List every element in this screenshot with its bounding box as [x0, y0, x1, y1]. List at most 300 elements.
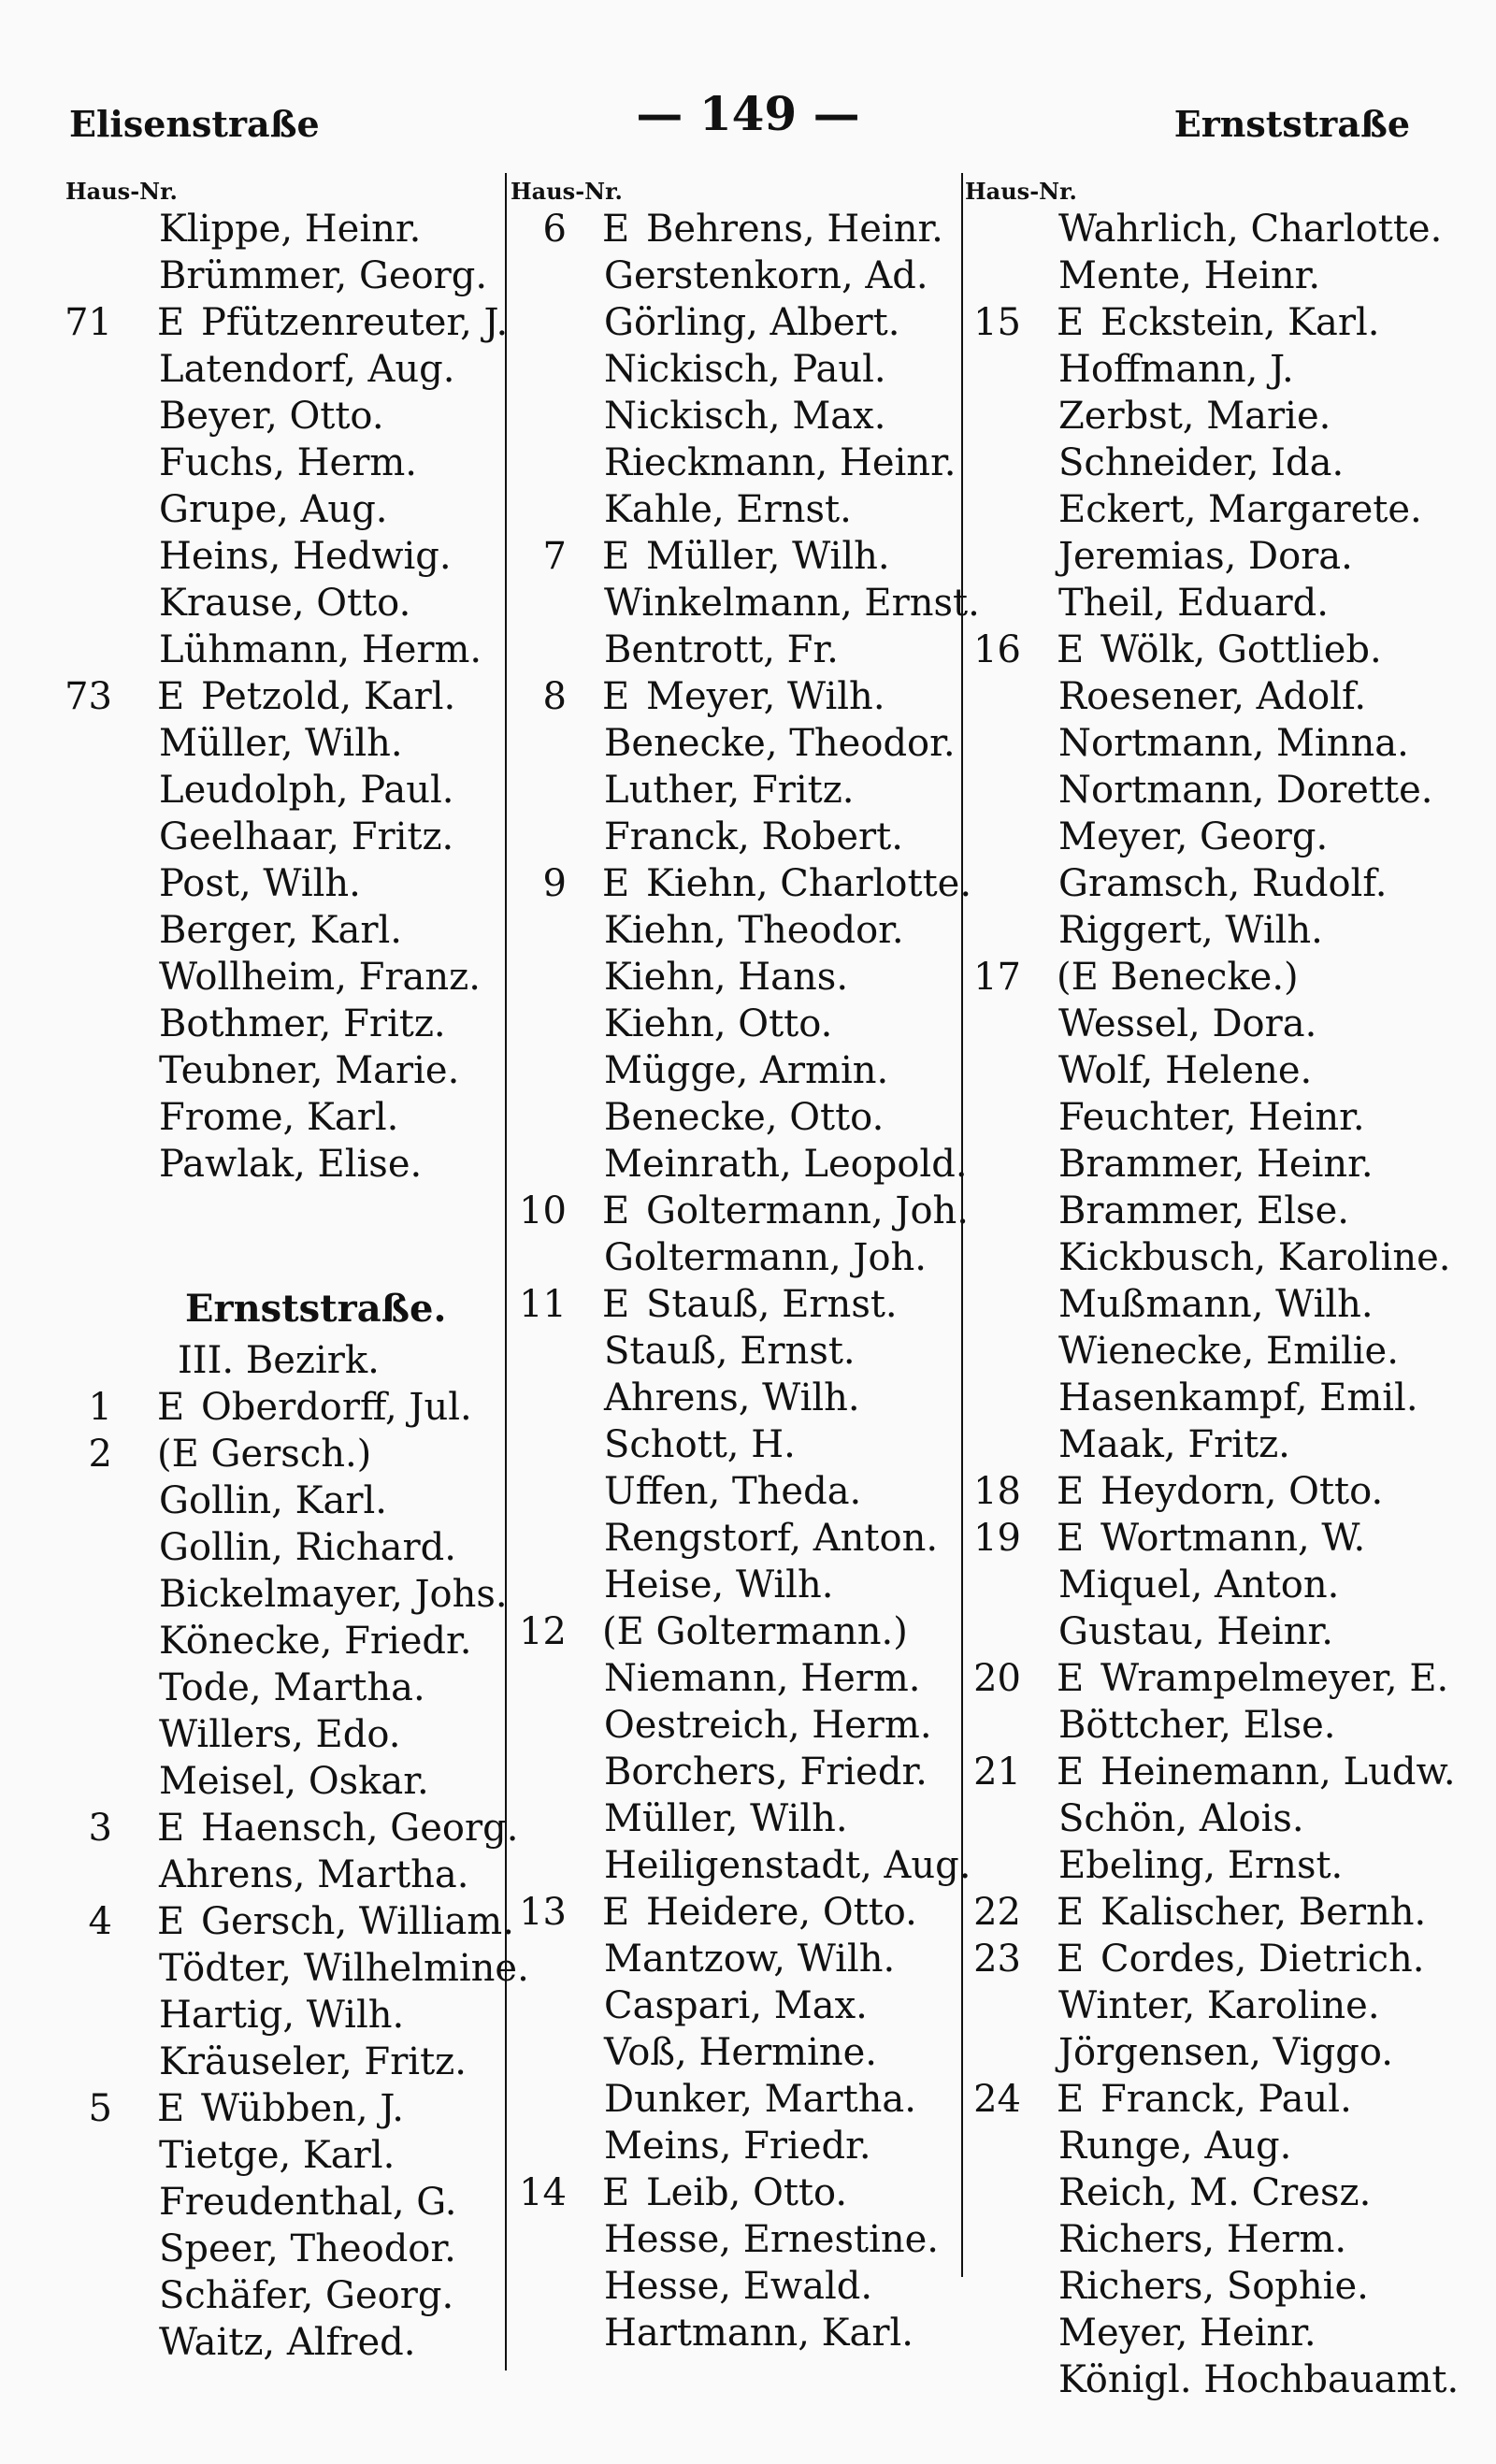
owner-mark: E: [157, 301, 185, 344]
house-number: 17: [973, 956, 1021, 999]
resident-name: Benecke, Otto.: [604, 1096, 885, 1139]
resident-name: Miquel, Anton.: [1058, 1563, 1340, 1607]
owner-mark: E: [1057, 1470, 1085, 1513]
resident-name: Stauß, Ernst.: [646, 1283, 898, 1326]
resident-name: Nortmann, Dorette.: [1058, 769, 1433, 812]
house-number: 6: [542, 208, 567, 251]
resident-name: Schneider, Ida.: [1058, 441, 1345, 484]
directory-entry: [65, 673, 505, 720]
directory-entry: [511, 299, 959, 346]
directory-entry: [965, 486, 1451, 533]
resident-name: Jeremias, Dora.: [1058, 535, 1353, 578]
resident-name: Oestreich, Herm.: [604, 1704, 932, 1747]
resident-name: Klippe, Heinr.: [159, 208, 422, 251]
directory-entry: [965, 954, 1451, 1001]
resident-name: Zerbst, Marie.: [1058, 395, 1331, 438]
house-number: 10: [519, 1189, 567, 1232]
directory-entry: [965, 1328, 1451, 1375]
directory-entry: [65, 1141, 505, 1188]
directory-entry: [65, 393, 505, 439]
house-number: 12: [519, 1610, 567, 1653]
resident-name: Stauß, Ernst.: [604, 1330, 856, 1373]
house-number: 9: [542, 862, 567, 905]
directory-entry: [65, 346, 505, 393]
resident-name: Hartig, Wilh.: [159, 1994, 405, 2037]
resident-name: Fuchs, Herm.: [159, 441, 417, 484]
resident-name: Müller, Wilh.: [159, 722, 403, 765]
resident-name: Luther, Fritz.: [604, 769, 855, 812]
house-number: 20: [973, 1657, 1021, 1700]
directory-entry: [65, 206, 505, 252]
resident-name: Schön, Alois.: [1058, 1797, 1304, 1840]
resident-name: Schott, H.: [604, 1423, 796, 1466]
resident-name: Rieckmann, Heinr.: [604, 441, 957, 484]
directory-entry: [965, 439, 1451, 486]
resident-name: Richers, Herm.: [1058, 2218, 1347, 2261]
running-head-right: Ernststraße: [1173, 103, 1410, 145]
directory-entry: [65, 954, 505, 1001]
resident-name: Ahrens, Wilh.: [604, 1376, 860, 1419]
directory-entry: [65, 1758, 505, 1805]
resident-name: Caspari, Max.: [604, 1984, 868, 2027]
directory-entry: [965, 2123, 1451, 2169]
resident-name: Müller, Wilh.: [604, 1797, 848, 1840]
directory-entry: [511, 2169, 959, 2216]
running-head-left: Elisenstraße: [69, 103, 320, 145]
directory-entry: [511, 1795, 959, 1842]
resident-name: Brümmer, Georg.: [159, 254, 488, 297]
resident-name: Teubner, Marie.: [159, 1049, 460, 1092]
resident-name: Heins, Hedwig.: [159, 535, 452, 578]
resident-name: Benecke, Theodor.: [604, 722, 956, 765]
directory-entry: [965, 1982, 1451, 2029]
directory-entry: [511, 2263, 959, 2310]
resident-name: Wrampelmeyer, E.: [1100, 1657, 1449, 1700]
resident-name: Mantzow, Wilh.: [604, 1938, 896, 1981]
directory-entry: [511, 1001, 959, 1047]
directory-entry: [511, 954, 959, 1001]
resident-name: Kiehn, Charlotte.: [646, 862, 972, 905]
resident-name: (E Benecke.): [1057, 956, 1299, 999]
resident-name: Brammer, Else.: [1058, 1189, 1349, 1232]
resident-name: Krause, Otto.: [159, 582, 411, 625]
directory-entry: [65, 2226, 505, 2272]
directory-entry: [965, 1375, 1451, 1421]
owner-mark: E: [157, 1807, 185, 1850]
resident-name: Wahrlich, Charlotte.: [1058, 208, 1443, 251]
directory-entry: [965, 1749, 1456, 1795]
directory-entry: [965, 533, 1451, 580]
directory-entry: [65, 1664, 505, 1711]
directory-entry: [511, 860, 972, 907]
resident-name: Richers, Sophie.: [1058, 2265, 1369, 2308]
directory-entry: [965, 1842, 1451, 1889]
resident-name: Beyer, Otto.: [159, 395, 384, 438]
directory-entry: [65, 299, 509, 346]
resident-name: Meins, Friedr.: [604, 2125, 871, 2168]
directory-entry: [65, 767, 505, 814]
resident-name: Nickisch, Max.: [604, 395, 886, 438]
directory-entry: [511, 1047, 959, 1094]
directory-entry: [965, 1234, 1451, 1281]
column-3: [965, 178, 1460, 2403]
house-number-heading: Haus-Nr.: [965, 178, 1077, 205]
house-number: 73: [65, 675, 112, 718]
column-2: [511, 178, 980, 2356]
directory-entry: [965, 252, 1451, 299]
directory-entry: [65, 1852, 505, 1898]
owner-mark: E: [1057, 2078, 1085, 2121]
directory-entry: [965, 2169, 1451, 2216]
house-number: 3: [88, 1807, 112, 1850]
owner-mark: E: [157, 1900, 185, 1943]
resident-name: Gramsch, Rudolf.: [1058, 862, 1388, 905]
house-number: 21: [973, 1751, 1021, 1794]
resident-name: Meisel, Oskar.: [159, 1760, 429, 1803]
resident-name: Meinrath, Leopold.: [604, 1143, 968, 1186]
directory-entry: [65, 860, 505, 907]
house-number: 8: [542, 675, 567, 718]
resident-name: Frome, Karl.: [159, 1096, 399, 1139]
house-number-heading: Haus-Nr.: [65, 178, 178, 205]
resident-name: Tietge, Karl.: [159, 2134, 396, 2177]
resident-name: Gustau, Heinr.: [1058, 1610, 1333, 1653]
house-number: 5: [88, 2087, 112, 2130]
house-number: 7: [542, 535, 567, 578]
directory-entry: [511, 627, 959, 673]
directory-entry: [65, 2179, 505, 2226]
house-number: 71: [65, 301, 112, 344]
resident-name: Wölk, Gottlieb.: [1100, 628, 1382, 671]
owner-mark: E: [602, 862, 630, 905]
owner-mark: E: [602, 1283, 630, 1326]
resident-name: Hesse, Ernestine.: [604, 2218, 940, 2261]
directory-entry: [65, 2039, 505, 2085]
directory-entry: [511, 2123, 959, 2169]
directory-entry: [965, 299, 1451, 346]
resident-name: Tödter, Wilhelmine.: [159, 1947, 529, 1990]
resident-name: Petzold, Karl.: [201, 675, 456, 718]
directory-entry: [65, 907, 505, 954]
directory-entry: [965, 2076, 1451, 2123]
house-number: 19: [973, 1517, 1021, 1560]
directory-entry: [511, 1421, 959, 1468]
directory-entry: [965, 1562, 1451, 1608]
directory-entry: [511, 814, 959, 860]
resident-name: Gerstenkorn, Ad.: [604, 254, 928, 297]
resident-name: Kahle, Ernst.: [604, 488, 852, 531]
resident-name: Eckstein, Karl.: [1100, 301, 1380, 344]
directory-entry: [65, 1898, 514, 1945]
directory-entry: [965, 720, 1451, 767]
resident-name: Goltermann, Joh.: [604, 1236, 928, 1279]
resident-name: Kiehn, Otto.: [604, 1002, 833, 1045]
directory-entry: [965, 1515, 1451, 1562]
resident-name: Franck, Robert.: [604, 815, 903, 858]
resident-name: Meyer, Wilh.: [646, 675, 885, 718]
directory-entry: [65, 2319, 505, 2366]
resident-name: Ebeling, Ernst.: [1058, 1844, 1344, 1887]
resident-name: Nickisch, Paul.: [604, 348, 886, 391]
resident-name: Kickbusch, Karoline.: [1058, 1236, 1451, 1279]
resident-name: Uffen, Theda.: [604, 1470, 862, 1513]
resident-name: Theil, Eduard.: [1058, 582, 1329, 625]
resident-name: Heinemann, Ludw.: [1100, 1751, 1456, 1794]
house-number: 18: [973, 1470, 1021, 1513]
directory-entry: [65, 814, 505, 860]
house-number: 14: [519, 2171, 567, 2214]
resident-name: Wienecke, Emilie.: [1058, 1330, 1399, 1373]
resident-name: Voß, Hermine.: [604, 2031, 877, 2074]
directory-entry: [511, 580, 980, 627]
directory-entry: [965, 2216, 1451, 2263]
house-number-heading: Haus-Nr.: [511, 178, 623, 205]
resident-name: Franck, Paul.: [1100, 2078, 1352, 2121]
resident-name: Könecke, Friedr.: [159, 1620, 472, 1663]
directory-entry: [65, 2085, 505, 2132]
resident-name: Hesse, Ewald.: [604, 2265, 873, 2308]
column-1: [65, 178, 529, 2366]
resident-name: Görling, Albert.: [604, 301, 900, 344]
directory-entry: [511, 767, 959, 814]
resident-name: Pawlak, Elise.: [159, 1143, 423, 1186]
directory-entry: [511, 2310, 959, 2356]
owner-mark: E: [1057, 1657, 1085, 1700]
directory-entry: [965, 580, 1451, 627]
resident-name: Heiligenstadt, Aug.: [604, 1844, 971, 1887]
resident-name: Wessel, Dora.: [1058, 1002, 1317, 1045]
directory-entry: [511, 1889, 959, 1936]
resident-name: Hasenkampf, Emil.: [1058, 1376, 1418, 1419]
directory-entry: [511, 1468, 959, 1515]
page-header: [0, 0, 1496, 187]
resident-name: Nortmann, Minna.: [1058, 722, 1409, 765]
owner-mark: E: [602, 535, 630, 578]
resident-name: Heidere, Otto.: [646, 1891, 917, 1934]
directory-entry: [965, 2310, 1451, 2356]
resident-name: Mußmann, Wilh.: [1058, 1283, 1374, 1326]
directory-entry: [965, 1047, 1451, 1094]
resident-name: Speer, Theodor.: [159, 2227, 456, 2270]
directory-entry: [965, 1468, 1451, 1515]
resident-name: Königl. Hochbauamt.: [1058, 2358, 1460, 2401]
resident-name: Tode, Martha.: [159, 1666, 425, 1709]
directory-entry: [965, 1936, 1451, 1982]
page-number: — 149 —: [636, 86, 860, 141]
resident-name: Winkelmann, Ernst.: [604, 582, 980, 625]
resident-name: Meyer, Georg.: [1058, 815, 1329, 858]
directory-entry: [965, 1655, 1451, 1702]
resident-name: Mente, Heinr.: [1058, 254, 1321, 297]
resident-name: Heydorn, Otto.: [1100, 1470, 1384, 1513]
directory-entry: [65, 1992, 505, 2039]
house-number: 11: [519, 1283, 567, 1326]
directory-entry: [511, 1982, 959, 2029]
resident-name: Wortmann, W.: [1100, 1517, 1366, 1560]
directory-entry: [65, 1477, 505, 1524]
directory-entry: [511, 1375, 959, 1421]
directory-entry: [65, 1711, 505, 1758]
resident-name: Cordes, Dietrich.: [1100, 1938, 1425, 1981]
directory-entry: [65, 1805, 519, 1852]
resident-name: Geelhaar, Fritz.: [159, 815, 454, 858]
resident-name: Willers, Edo.: [159, 1713, 401, 1756]
resident-name: Gersch, William.: [201, 1900, 514, 1943]
resident-name: Gollin, Karl.: [159, 1479, 387, 1522]
directory-entry: [65, 1945, 529, 1992]
directory-entry: [65, 1001, 505, 1047]
directory-entry: [965, 2356, 1460, 2403]
resident-name: Post, Wilh.: [159, 862, 361, 905]
resident-name: Gollin, Richard.: [159, 1526, 456, 1569]
resident-name: Berger, Karl.: [159, 909, 402, 952]
directory-entry: [65, 533, 505, 580]
resident-name: Haensch, Georg.: [201, 1807, 519, 1850]
directory-entry: [511, 1188, 970, 1234]
house-number: 1: [88, 1386, 112, 1429]
directory-entry: [965, 206, 1451, 252]
resident-name: Schäfer, Georg.: [159, 2274, 454, 2317]
house-number: 23: [973, 1938, 1021, 1981]
directory-entry: [511, 1608, 959, 1655]
directory-entry: [65, 1431, 505, 1477]
resident-name: Riggert, Wilh.: [1058, 909, 1323, 952]
directory-entry: [965, 1421, 1451, 1468]
resident-name: Leib, Otto.: [646, 2171, 848, 2214]
resident-name: Hoffmann, J.: [1058, 348, 1294, 391]
resident-name: Lühmann, Herm.: [159, 628, 482, 671]
directory-entry: [65, 720, 505, 767]
directory-entry: [511, 2216, 959, 2263]
directory-entry: [511, 1281, 959, 1328]
directory-entry: [965, 814, 1451, 860]
resident-name: Mügge, Armin.: [604, 1049, 889, 1092]
owner-mark: E: [1057, 301, 1085, 344]
resident-name: Bentrott, Fr.: [604, 628, 839, 671]
owner-mark: E: [1057, 1891, 1085, 1934]
resident-name: Rengstorf, Anton.: [604, 1517, 939, 1560]
directory-entry: [511, 1842, 971, 1889]
resident-name: Bickelmayer, Johs.: [159, 1573, 508, 1616]
directory-entry: [965, 673, 1451, 720]
owner-mark: E: [602, 675, 630, 718]
resident-name: Böttcher, Else.: [1058, 1704, 1336, 1747]
resident-name: Wolf, Helene.: [1058, 1049, 1313, 1092]
directory-entry: [511, 206, 959, 252]
house-number: 16: [973, 628, 1021, 671]
resident-name: Oberdorff, Jul.: [201, 1386, 472, 1429]
directory-entry: [511, 1141, 968, 1188]
directory-entry: [511, 533, 959, 580]
resident-name: Roesener, Adolf.: [1058, 675, 1367, 718]
directory-entry: [65, 1524, 505, 1571]
resident-name: Reich, M. Cresz.: [1058, 2171, 1372, 2214]
directory-entry: [511, 2029, 959, 2076]
resident-name: Dunker, Martha.: [604, 2078, 916, 2121]
directory-entry: [965, 1001, 1451, 1047]
directory-entry: [65, 2132, 505, 2179]
house-number: 2: [88, 1433, 112, 1476]
owner-mark: E: [1057, 1517, 1085, 1560]
resident-name: Freudenthal, G.: [159, 2181, 457, 2224]
owner-mark: E: [602, 1891, 630, 1934]
resident-name: Kiehn, Hans.: [604, 956, 849, 999]
directory-entry: [511, 486, 959, 533]
owner-mark: E: [1057, 628, 1085, 671]
owner-mark: E: [157, 675, 185, 718]
resident-name: Waitz, Alfred.: [159, 2321, 416, 2364]
directory-entry: [965, 2263, 1451, 2310]
resident-name: Ahrens, Martha.: [159, 1853, 469, 1896]
resident-name: Kräuseler, Fritz.: [159, 2040, 467, 2083]
resident-name: Grupe, Aug.: [159, 488, 388, 531]
resident-name: Niemann, Herm.: [604, 1657, 921, 1700]
resident-name: Brammer, Heinr.: [1058, 1143, 1374, 1186]
resident-name: Kiehn, Theodor.: [604, 909, 904, 952]
directory-entry: [965, 346, 1451, 393]
resident-name: (E Goltermann.): [602, 1610, 908, 1653]
resident-name: Eckert, Margarete.: [1058, 488, 1422, 531]
house-number: 13: [519, 1891, 567, 1934]
resident-name: Bothmer, Fritz.: [159, 1002, 446, 1045]
resident-name: Heise, Wilh.: [604, 1563, 834, 1607]
resident-name: Feuchter, Heinr.: [1058, 1096, 1365, 1139]
directory-entry: [65, 252, 505, 299]
directory-entry: [965, 1094, 1451, 1141]
directory-entry: [65, 1618, 505, 1664]
directory-entry: [65, 1384, 505, 1431]
directory-entry: [965, 1188, 1451, 1234]
directory-entry: [511, 393, 959, 439]
directory-entry: [965, 1702, 1451, 1749]
directory-entry: [65, 439, 505, 486]
house-number: 15: [973, 301, 1021, 344]
directory-entry: [511, 1702, 959, 1749]
house-number: 24: [973, 2078, 1021, 2121]
directory-entry: [965, 1889, 1451, 1936]
directory-entry: [65, 486, 505, 533]
directory-entry: [65, 627, 505, 673]
resident-name: Runge, Aug.: [1058, 2125, 1292, 2168]
resident-name: Hartmann, Karl.: [604, 2312, 914, 2355]
resident-name: Pfützenreuter, J.: [201, 301, 509, 344]
directory-entry: [511, 439, 959, 486]
resident-name: Wollheim, Franz.: [159, 956, 481, 999]
resident-name: (E Gersch.): [157, 1433, 372, 1476]
owner-mark: E: [602, 2171, 630, 2214]
directory-entry: [511, 1515, 959, 1562]
directory-entry: [65, 580, 505, 627]
directory-entry: [511, 1328, 959, 1375]
directory-entry: [65, 2272, 505, 2319]
directory-entry: [511, 1749, 959, 1795]
directory-entry: [965, 907, 1451, 954]
house-number: 4: [88, 1900, 112, 1943]
directory-entry: [511, 346, 959, 393]
owner-mark: E: [1057, 1938, 1085, 1981]
resident-name: Winter, Karoline.: [1058, 1984, 1380, 2027]
resident-name: Leudolph, Paul.: [159, 769, 454, 812]
directory-entry: [965, 393, 1451, 439]
directory-entry: [965, 2029, 1451, 2076]
owner-mark: E: [157, 1386, 185, 1429]
directory-entry: [965, 860, 1451, 907]
resident-name: Goltermann, Joh.: [646, 1189, 970, 1232]
resident-name: Meyer, Heinr.: [1058, 2312, 1316, 2355]
directory-entry: [965, 767, 1451, 814]
directory-entry: [511, 252, 959, 299]
resident-name: Maak, Fritz.: [1058, 1423, 1290, 1466]
